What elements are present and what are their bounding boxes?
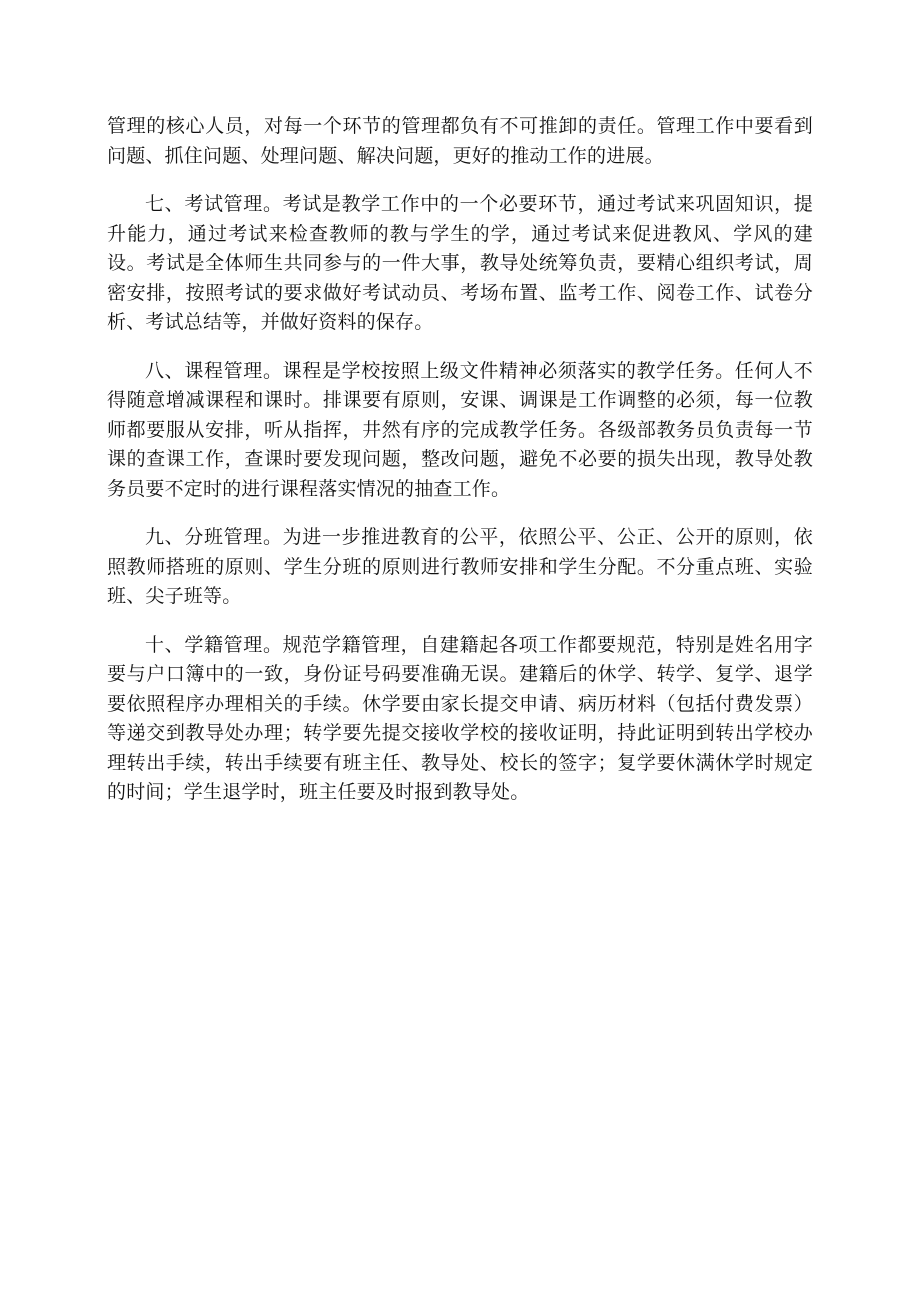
paragraph-student-registry-management: 十、学籍管理。规范学籍管理，自建籍起各项工作都要规范，特别是姓名用字要与户口簿中的一致，身份证号码要准确无误。建籍后的休学、转学、复学、退学要依照程序办理相关的手续。休学要由家长提交申请、病历材料（包括付费发票）等递交到教导处办理；转学要先提交接收学校的接收证明，持此证明到转出学校办理转出手续，转出手续要有班主任、教导处、校长的签字；复学要休满休学时规定的时间；学生退学时，班主任要及时报到教导处。 <box>107 633 813 803</box>
paragraph-exam-management: 七、考试管理。考试是教学工作中的一个必要环节，通过考试来巩固知识，提升能力，通过考试来检查教师的教与学生的学，通过考试来促进教风、学风的建设。考试是全体师生共同参与的一件大事，教导处统筹负责，要精心组织考试，周密安排，按照考试的要求做好考试动员、考场布置、监考工作、阅卷工作、试卷分析、考试总结等，并做好资料的保存。 <box>107 193 813 333</box>
paragraph-class-division-management: 九、分班管理。为进一步推进教育的公平，依照公平、公正、公开的原则，依照教师搭班的原则、学生分班的原则进行教师安排和学生分配。不分重点班、实验班、尖子班等。 <box>107 526 813 607</box>
paragraph-course-management: 八、课程管理。课程是学校按照上级文件精神必须落实的教学任务。任何人不得随意增减课程和课时。排课要有原则，安课、调课是工作调整的必须，每一位教师都要服从安排，听从指挥，井然有序的完成教学任务。各级部教务员负责每一节课的查课工作，查课时要发现问题，整改问题，避免不必要的损失出现，教导处教务员要不定时的进行课程落实情况的抽查工作。 <box>107 359 813 500</box>
document-body <box>107 112 813 827</box>
paragraph-continued: 管理的核心人员，对每一个环节的管理都负有不可推卸的责任。管理工作中要看到问题、抓住问题、处理问题、解决问题，更好的推动工作的进展。 <box>107 115 813 167</box>
